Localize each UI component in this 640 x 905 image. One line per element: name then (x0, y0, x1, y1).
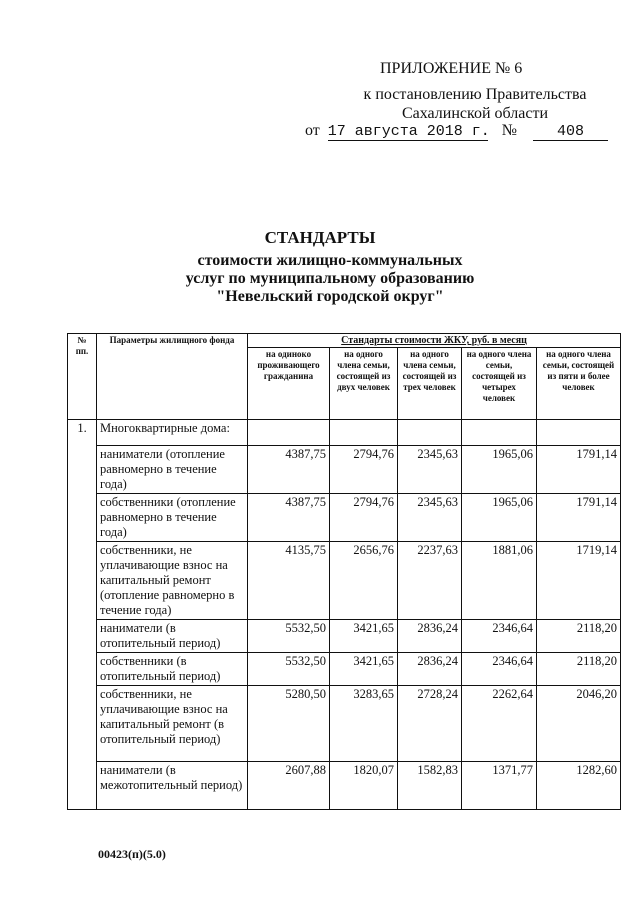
number-label: № (501, 122, 518, 139)
value-cell: 2607,88 (248, 762, 330, 810)
value-cell: 1719,14 (537, 542, 621, 620)
value-cell: 3283,65 (330, 686, 398, 762)
value-cell: 2836,24 (398, 653, 462, 686)
cell (462, 420, 537, 446)
header-family-2: на одного члена семьи, состоящей из двух человек (330, 348, 398, 420)
value-cell: 2836,24 (398, 620, 462, 653)
value-cell: 1371,77 (462, 762, 537, 810)
table-row (68, 620, 621, 653)
decree-date-line (305, 122, 608, 141)
document-title: СТАНДАРТЫ (264, 228, 376, 247)
value-cell: 1965,06 (462, 494, 537, 542)
row-label: собственники, не уплачивающие взнос на капитальный ремонт (в отопительный период) (97, 686, 248, 762)
section-number: 1. (68, 420, 97, 810)
table-row (68, 686, 621, 762)
value-cell: 2237,63 (398, 542, 462, 620)
header-standards-group: Стандарты стоимости ЖКУ, руб. в месяц (248, 334, 621, 348)
value-cell: 2262,64 (462, 686, 537, 762)
header-single: на одиноко проживающего гражданина (248, 348, 330, 420)
cell (330, 420, 398, 446)
value-cell: 4387,75 (248, 446, 330, 494)
appendix-label: ПРИЛОЖЕНИЕ № 6 (380, 60, 523, 77)
value-cell: 2656,76 (330, 542, 398, 620)
table-row (68, 542, 621, 620)
value-cell: 2794,76 (330, 494, 398, 542)
header-family-4: на одного члена семьи, состоящей из четырех человек (462, 348, 537, 420)
value-cell: 1791,14 (537, 446, 621, 494)
value-cell: 1820,07 (330, 762, 398, 810)
row-label: собственники, не уплачивающие взнос на капитальный ремонт (отопление равномерно в течение года) (97, 542, 248, 620)
subtitle-line: стоимости жилищно-коммунальных (197, 252, 463, 269)
row-label: наниматели (в отопительный период) (97, 620, 248, 653)
decree-number: 408 (533, 123, 608, 141)
cell (248, 420, 330, 446)
standards-table (67, 333, 621, 810)
section-row (68, 420, 621, 446)
value-cell: 2346,64 (462, 620, 537, 653)
value-cell: 4135,75 (248, 542, 330, 620)
value-cell: 2118,20 (537, 653, 621, 686)
decree-date: 17 августа 2018 г. (327, 123, 490, 140)
value-cell: 1282,60 (537, 762, 621, 810)
value-cell: 5532,50 (248, 620, 330, 653)
value-cell: 3421,65 (330, 653, 398, 686)
value-cell: 2046,20 (537, 686, 621, 762)
document-subtitle (160, 252, 500, 306)
value-cell: 4387,75 (248, 494, 330, 542)
cell (537, 420, 621, 446)
value-cell: 5280,50 (248, 686, 330, 762)
document-footer-code: 00423(п)(5.0) (98, 847, 166, 861)
cell (398, 420, 462, 446)
value-cell: 2345,63 (398, 494, 462, 542)
value-cell: 2346,64 (462, 653, 537, 686)
decree-line: Сахалинской области (401, 105, 549, 122)
value-cell: 2118,20 (537, 620, 621, 653)
value-cell: 1965,06 (462, 446, 537, 494)
value-cell: 2794,76 (330, 446, 398, 494)
value-cell: 1881,06 (462, 542, 537, 620)
table-row (68, 494, 621, 542)
table-row (68, 653, 621, 686)
value-cell: 2345,63 (398, 446, 462, 494)
value-cell: 3421,65 (330, 620, 398, 653)
decree-line: к постановлению Правительства (363, 86, 587, 103)
row-label: наниматели (в межотопительный период) (97, 762, 248, 810)
date-prefix: от (305, 122, 320, 139)
value-cell: 5532,50 (248, 653, 330, 686)
header-family-3: на одного члена семьи, состоящей из трех человек (398, 348, 462, 420)
row-label: собственники (отопление равномерно в течение года) (97, 494, 248, 542)
row-label: собственники (в отопительный период) (97, 653, 248, 686)
value-cell: 1582,83 (398, 762, 462, 810)
table-row (68, 762, 621, 810)
header-parameters: Параметры жилищного фонда (97, 334, 248, 420)
subtitle-line: услуг по муниципальному образованию (185, 270, 475, 287)
header-number: № пп. (68, 334, 97, 420)
table-row (68, 446, 621, 494)
value-cell: 2728,24 (398, 686, 462, 762)
subtitle-line: "Невельский городской округ" (216, 288, 444, 305)
decree-reference (330, 85, 620, 123)
section-label: Многоквартирные дома: (97, 420, 248, 446)
header-family-5plus: на одного члена семьи, состоящей из пяти и более человек (537, 348, 621, 420)
value-cell: 1791,14 (537, 494, 621, 542)
row-label: наниматели (отопление равномерно в течение года) (97, 446, 248, 494)
